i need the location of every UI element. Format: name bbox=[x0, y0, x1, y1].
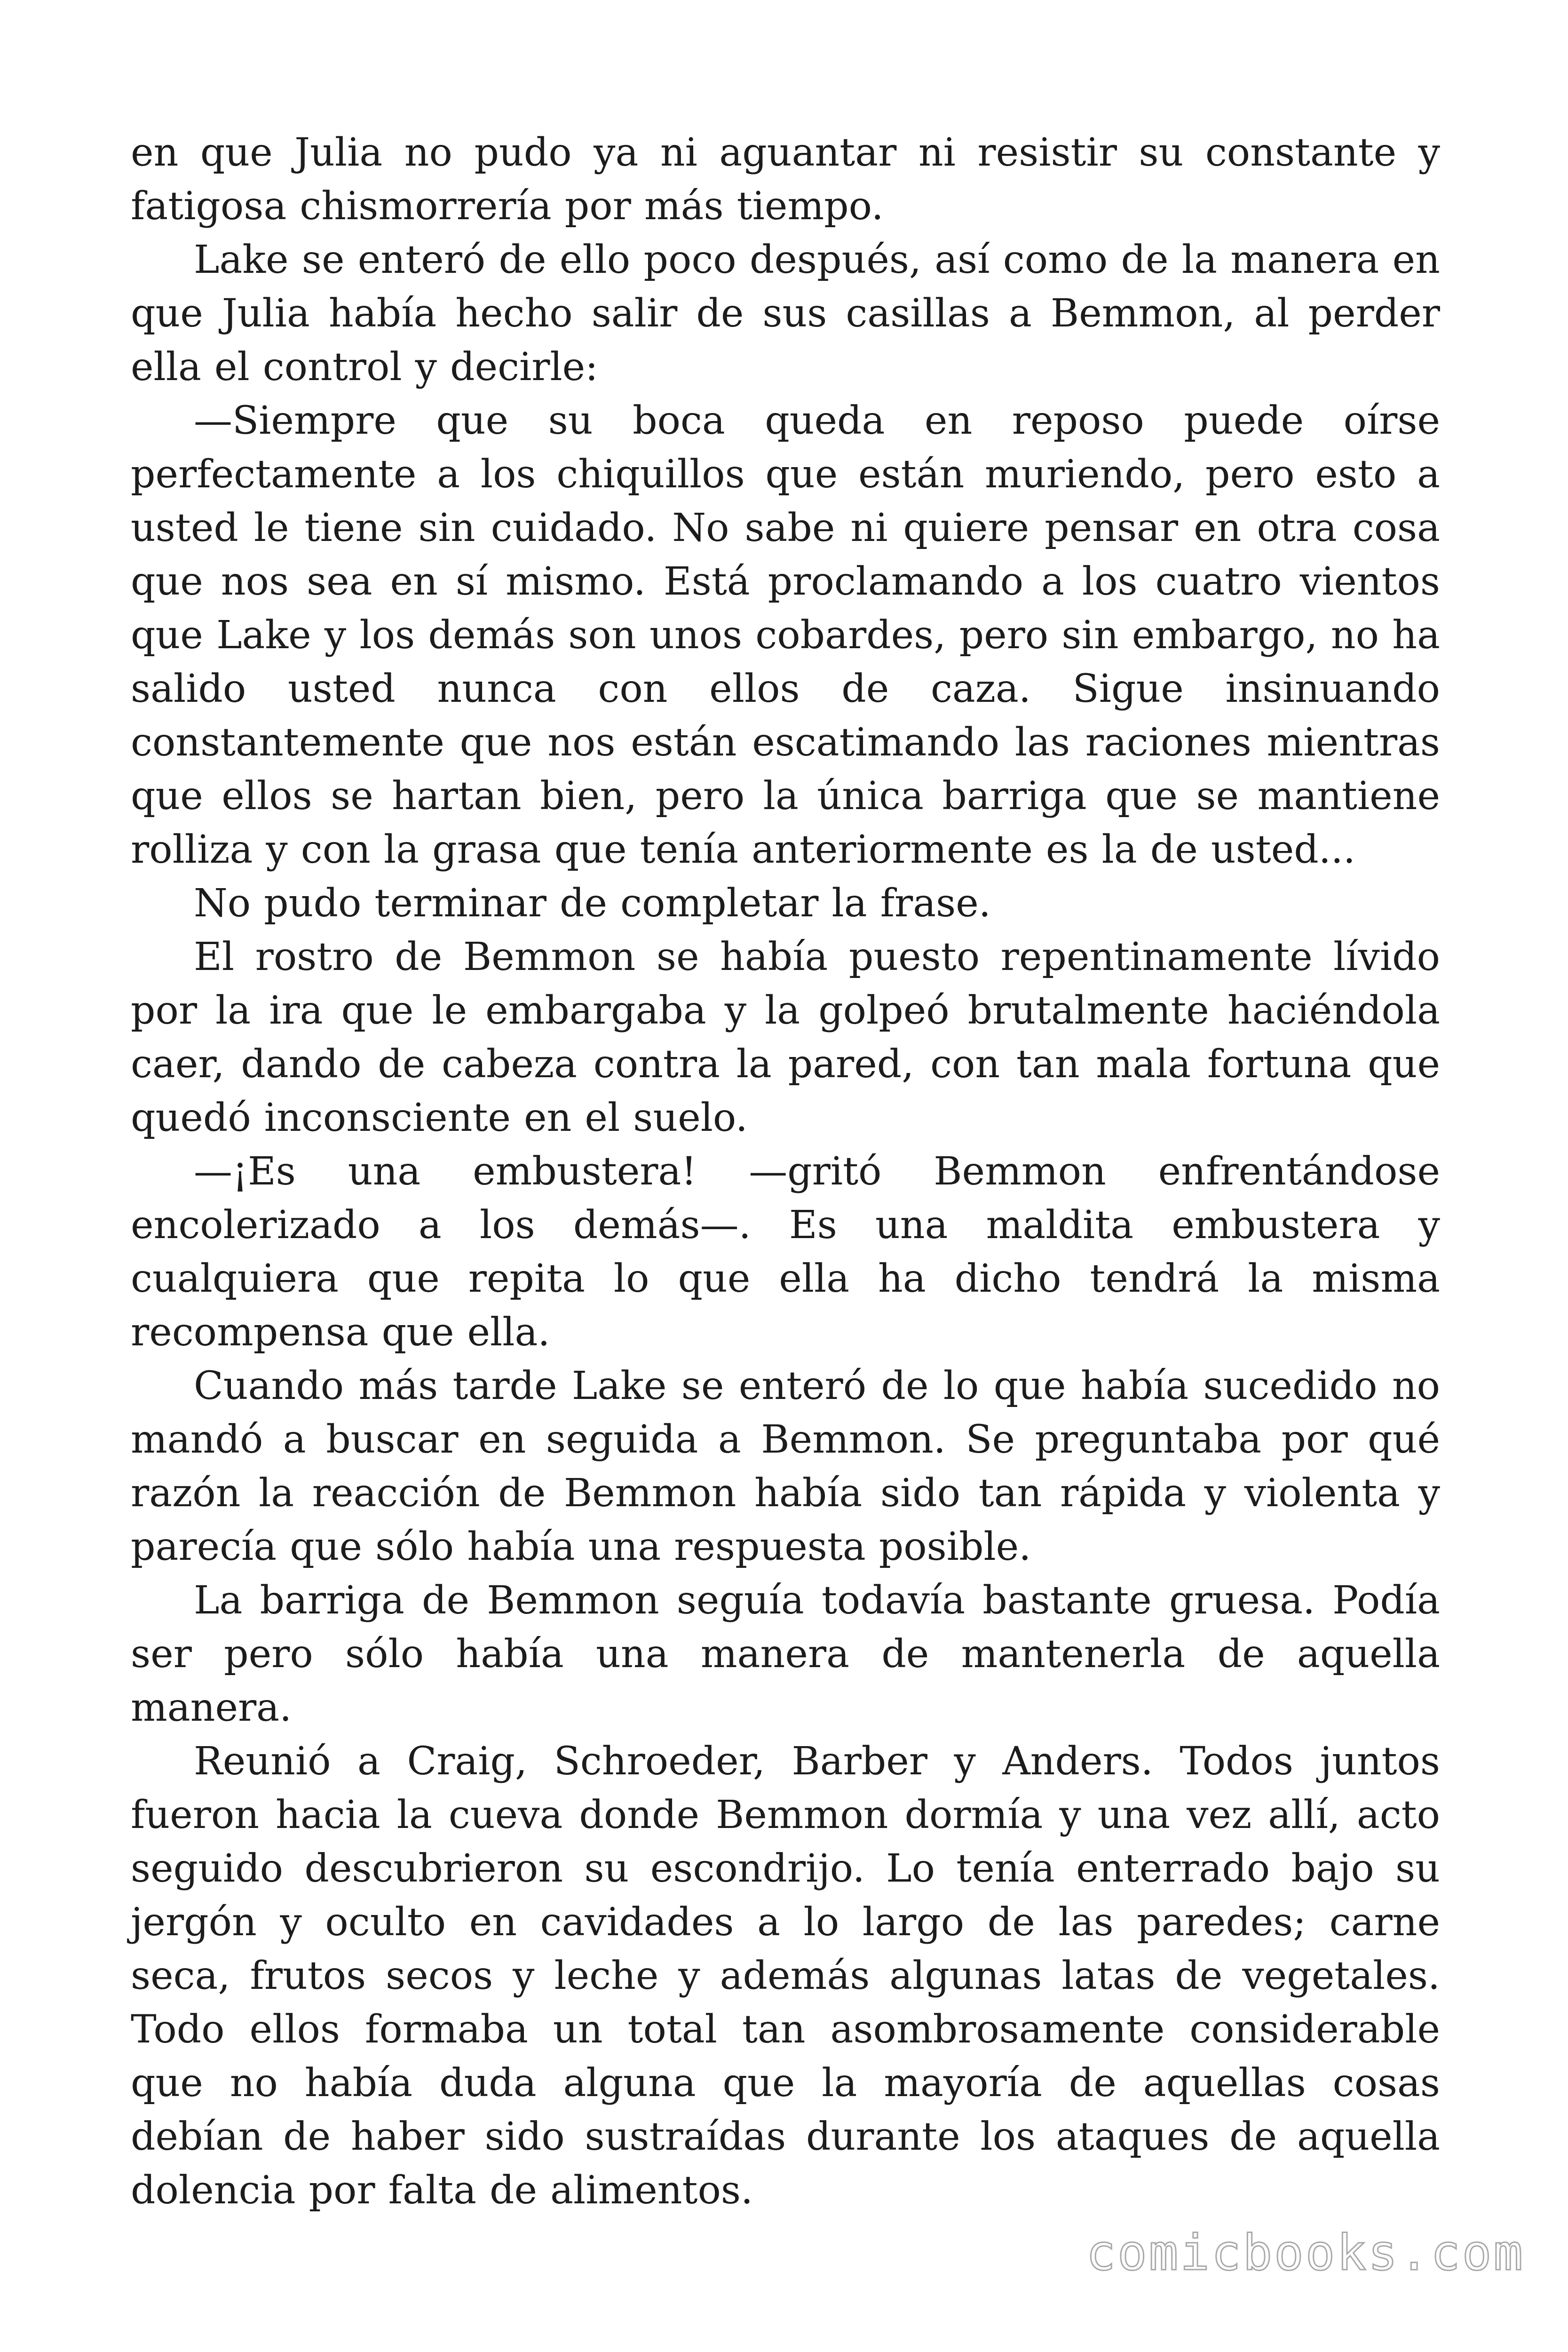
paragraph-5: El rostro de Bemmon se había puesto repentinamente lívido por la ira que le embargaba y la golpeó brutalmente haciéndola caer, dando de cabeza contra la pared, con tan mala fortuna que quedó inconsciente en el suelo. bbox=[131, 935, 1440, 1140]
paragraph-8: La barriga de Bemmon seguía todavía bastante gruesa. Podía ser pero sólo había una manera de mantenerla de aquella manera. bbox=[131, 1578, 1440, 1730]
paragraph-2: Lake se enteró de ello poco después, así como de la manera en que Julia había hecho salir de sus casillas a Bemmon, al perder ella el control y decirle: bbox=[131, 238, 1440, 389]
paragraph-6: —¡Es una embustera! —gritó Bemmon enfrentándose encolerizado a los demás—. Es una maldita embustera y cualquiera que repita lo que ella ha dicho tendrá la misma recompensa que ella. bbox=[131, 1149, 1440, 1355]
paragraph-1: en que Julia no pudo ya ni aguantar ni resistir su constante y fatigosa chismorrería por más tiempo. bbox=[131, 130, 1440, 229]
page-body bbox=[131, 126, 1440, 2217]
paragraph-7: Cuando más tarde Lake se enteró de lo que había sucedido no mandó a buscar en seguida a Bemmon. Se preguntaba por qué razón la reacción de Bemmon había sido tan rápida y violenta y parecía que sólo había una respuesta posible. bbox=[131, 1364, 1440, 1569]
watermark: comicbooks.com bbox=[1086, 2224, 1525, 2281]
paragraph-4: No pudo terminar de completar la frase. bbox=[194, 881, 991, 926]
paragraph-3: —Siempre que su boca queda en reposo puede oírse perfectamente a los chiquillos que están muriendo, pero esto a usted le tiene sin cuidado. No sabe ni quiere pensar en otra cosa que nos sea en sí mismo. Está proclamando a los cuatro vientos que Lake y los demás son unos cobardes, pero sin embargo, no ha salido usted nunca con ellos de caza. Sigue insinuando constantemente que nos están escatimando las raciones mientras que ellos se hartan bien, pero la única barriga que se mantiene rolliza y con la grasa que tenía anteriormente es la de usted... bbox=[131, 398, 1440, 872]
paragraph-9: Reunió a Craig, Schroeder, Barber y Anders. Todos juntos fueron hacia la cueva donde Bemmon dormía y una vez allí, acto seguido descubrieron su escondrijo. Lo tenía enterrado bajo su jergón y oculto en cavidades a lo largo de las paredes; carne seca, frutos secos y leche y además algunas latas de vegetales. Todo ellos formaba un total tan asombrosamente considerable que no había duda alguna que la mayoría de aquellas cosas debían de haber sido sustraídas durante los ataques de aquella dolencia por falta de alimentos. bbox=[131, 1739, 1440, 2213]
